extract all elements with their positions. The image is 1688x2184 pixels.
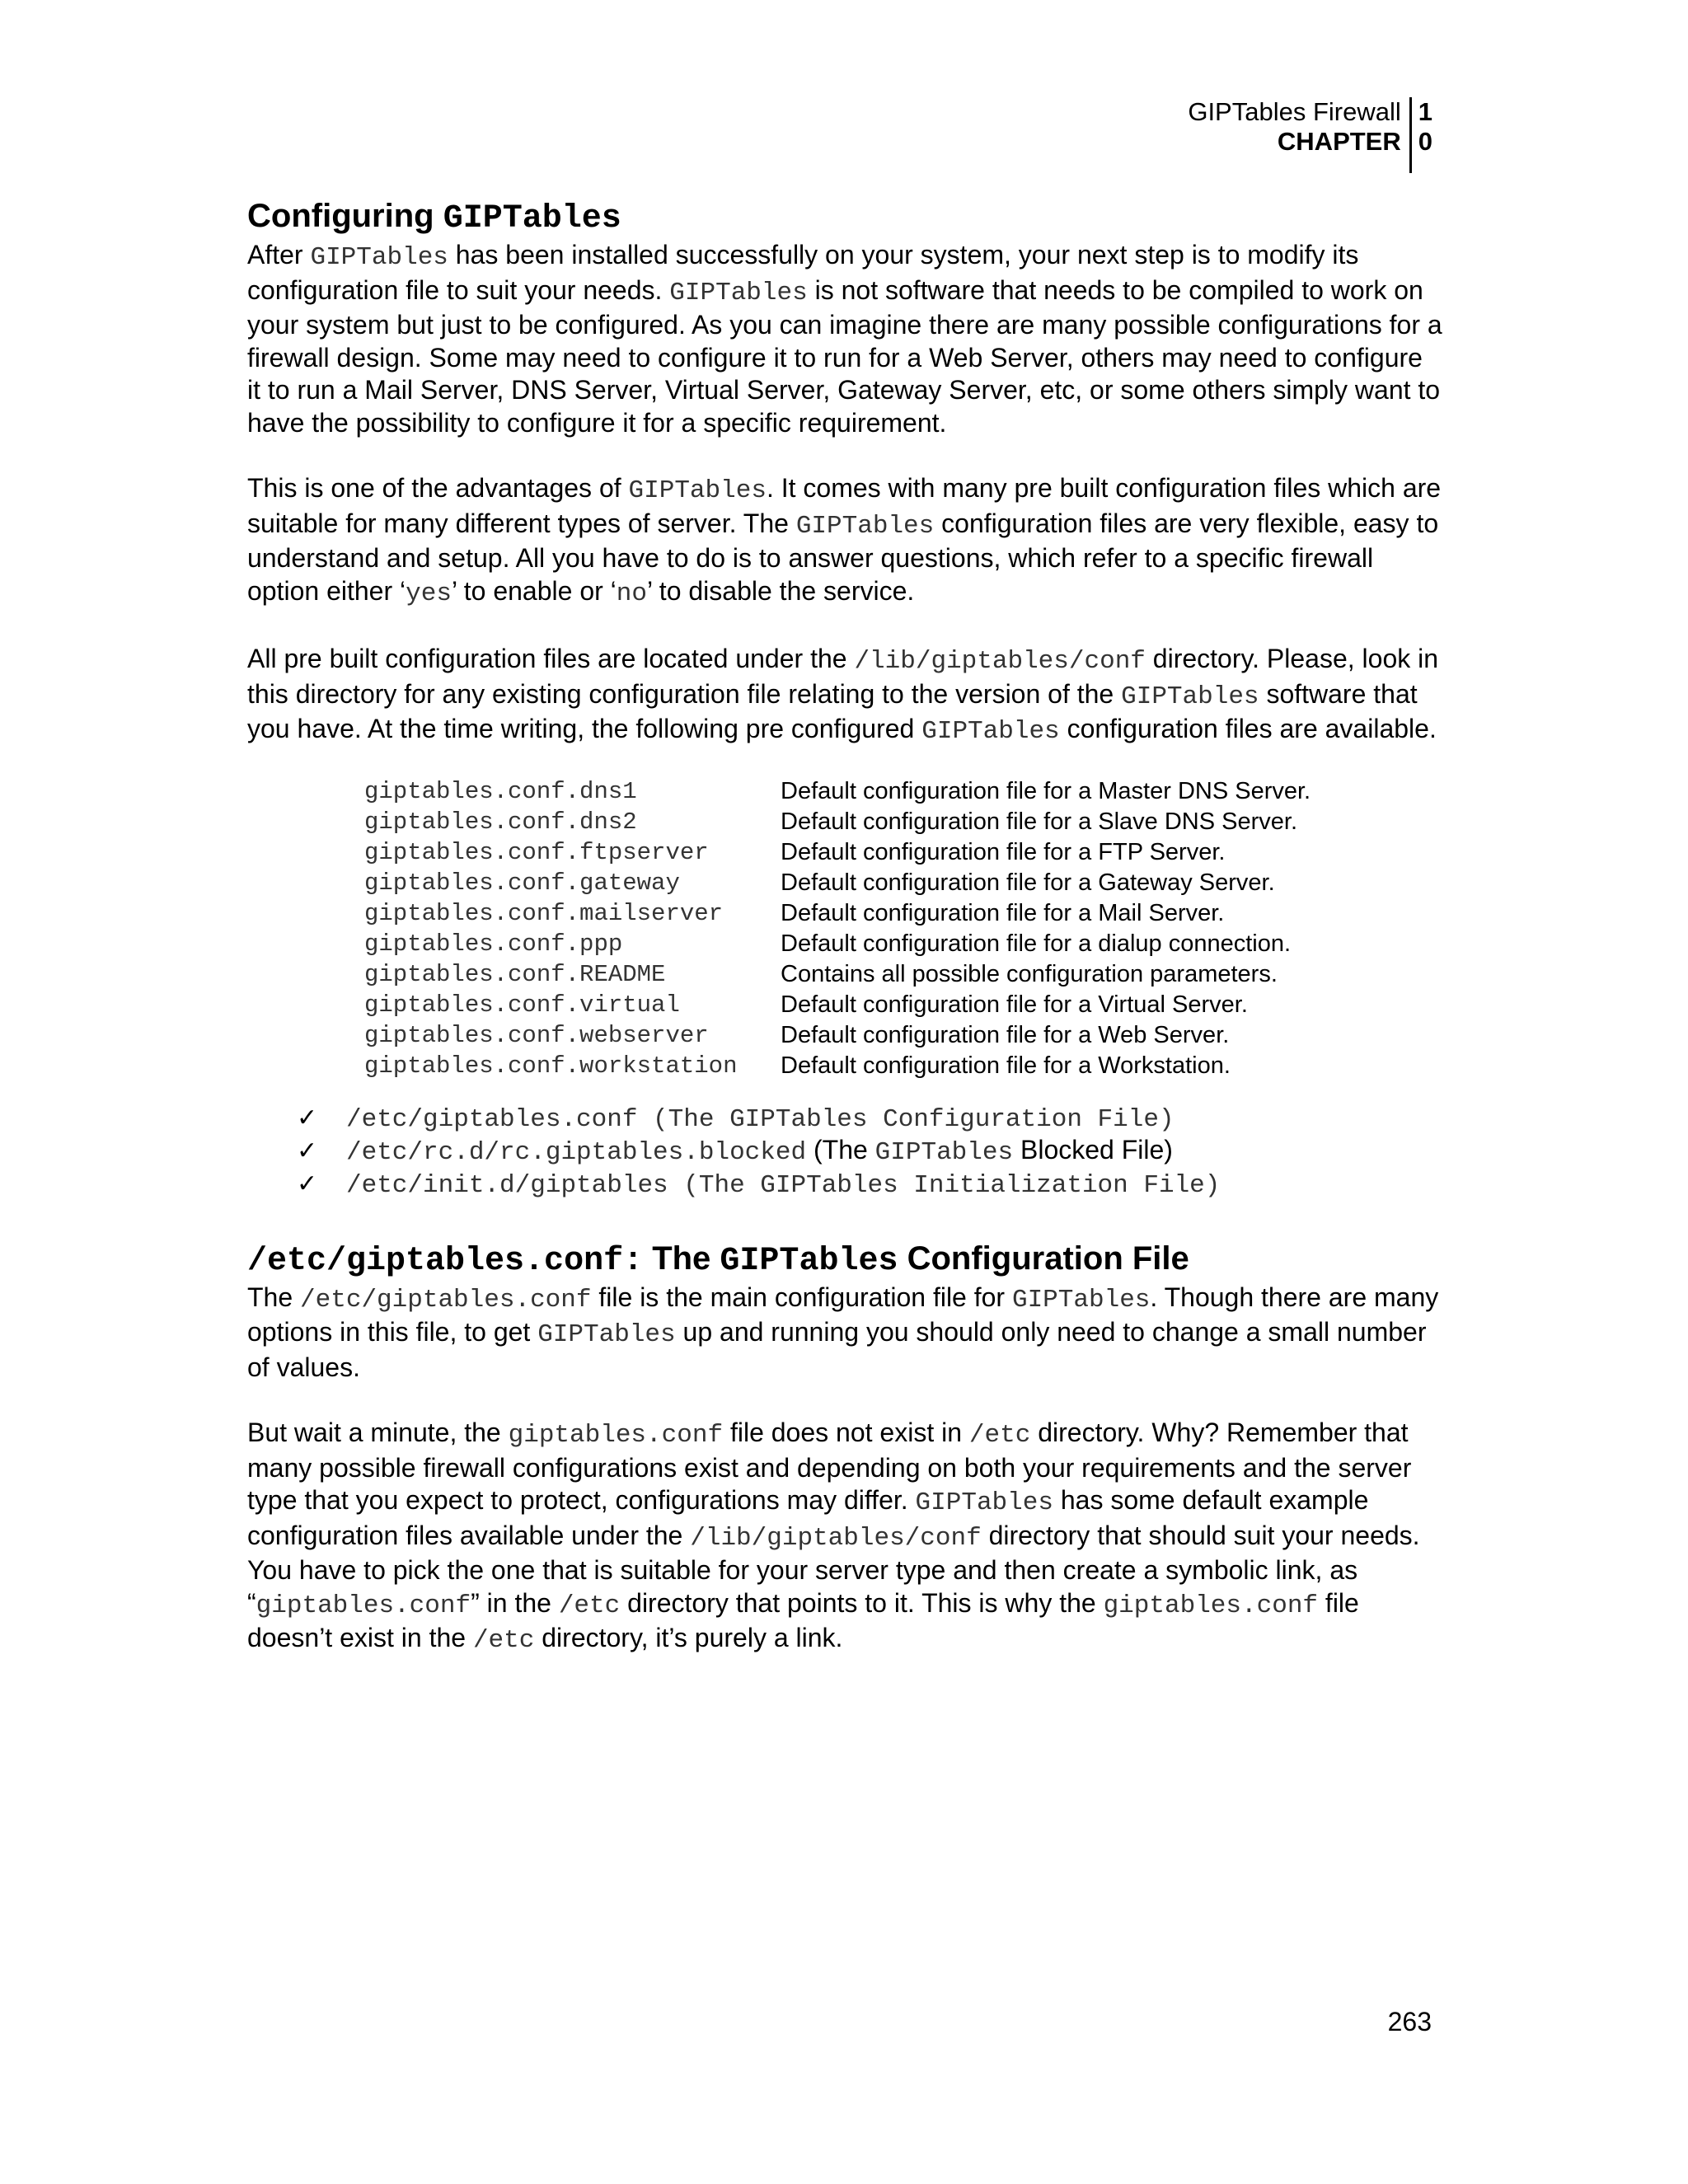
checklist-item bbox=[297, 1102, 1442, 1135]
text-run: This is one of the advantages of bbox=[247, 473, 629, 503]
text-run: All pre built configuration files are located under the bbox=[247, 644, 855, 673]
text-run: file is the main configuration file for bbox=[591, 1282, 1012, 1312]
text-run: ” in the bbox=[471, 1587, 559, 1618]
config-file-name: giptables.conf.dns1 bbox=[364, 777, 637, 805]
config-file-name: giptables.conf.gateway bbox=[364, 869, 680, 897]
checkmark-icon: ✓ bbox=[297, 1170, 318, 1197]
config-file-description: Default configuration file for a Virtual Server. bbox=[781, 991, 1248, 1018]
text-run: up and running you should only need to change a small number of values. bbox=[247, 1317, 1427, 1382]
config-file-row bbox=[364, 837, 1442, 868]
config-file-description: Contains all possible configuration parameters. bbox=[781, 960, 1278, 987]
text-run: configuration files are very flexible, easy to understand and setup. All you have to do is to answer questions, which refer to a specific firewall option either ‘ bbox=[247, 508, 1439, 606]
checklist-item-text bbox=[346, 1168, 1220, 1200]
paragraph bbox=[247, 1417, 1442, 1657]
inline-code: GIPTables bbox=[310, 243, 448, 272]
inline-code: GIPTables bbox=[915, 1488, 1053, 1517]
text-run: has been installed successfully on your system, your next step is to modify its configuration file to suit your needs. bbox=[247, 240, 1359, 305]
config-file-description: Default configuration file for a Web Server. bbox=[781, 1021, 1230, 1048]
checklist-item bbox=[297, 1135, 1442, 1168]
text-run: directory that points to it. This is why the bbox=[620, 1587, 1104, 1618]
inline-code: giptables.conf bbox=[256, 1591, 471, 1620]
checklist-item-text bbox=[346, 1102, 1175, 1134]
text-run: has some default example configuration files available under the bbox=[247, 1485, 1369, 1550]
config-file-description: Default configuration file for a Gateway Server. bbox=[781, 869, 1275, 896]
paragraph bbox=[247, 1282, 1442, 1385]
inline-code: GIPTables bbox=[628, 476, 767, 505]
config-file-row bbox=[364, 929, 1442, 959]
inline-code: GIPTables bbox=[921, 717, 1060, 746]
text-run: file doesn’t exist in the bbox=[247, 1587, 1359, 1652]
config-file-name: giptables.conf.webserver bbox=[364, 1021, 709, 1049]
config-file-name: giptables.conf.mailserver bbox=[364, 899, 724, 927]
inline-code: /etc/giptables.conf: bbox=[247, 1242, 644, 1280]
text-run: The bbox=[643, 1240, 720, 1277]
chapter-label: CHAPTER bbox=[1277, 127, 1401, 156]
inline-code: GIPTables bbox=[669, 278, 808, 307]
text-run: (The bbox=[806, 1135, 875, 1165]
inline-code: /etc/giptables.conf bbox=[300, 1285, 592, 1315]
config-file-name: giptables.conf.dns2 bbox=[364, 808, 637, 836]
config-file-name: giptables.conf.workstation bbox=[364, 1052, 738, 1080]
inline-code: GIPTables bbox=[795, 511, 935, 541]
text-run: software that you have. At the time writing, the following pre configured bbox=[247, 678, 1418, 743]
inline-code: /etc bbox=[472, 1626, 535, 1655]
inline-code: GIPTables bbox=[1011, 1285, 1151, 1315]
checkmark-icon: ✓ bbox=[297, 1104, 318, 1132]
inline-code: GIPTables bbox=[720, 1242, 898, 1280]
chapter-number bbox=[1409, 97, 1432, 173]
inline-code: /etc bbox=[968, 1421, 1031, 1450]
config-file-row bbox=[364, 776, 1442, 807]
section-heading-configuring bbox=[247, 196, 1442, 239]
config-file-name: giptables.conf.README bbox=[364, 960, 666, 988]
chapter-number-digit-1: 1 bbox=[1418, 97, 1432, 126]
config-file-row bbox=[364, 1051, 1442, 1081]
config-file-description: Default configuration file for a dialup connection. bbox=[781, 930, 1292, 957]
text-run: directory that should suit your needs. You have to pick the one that is suitable for your server type and then create a symbolic link, as “ bbox=[247, 1520, 1420, 1618]
checklist-item-text bbox=[346, 1135, 1173, 1167]
config-file-name: giptables.conf.ppp bbox=[364, 930, 623, 958]
inline-code: giptables.conf bbox=[508, 1421, 724, 1450]
config-file-description: Default configuration file for a Workstation. bbox=[781, 1052, 1231, 1079]
config-file-description: Default configuration file for a FTP Server. bbox=[781, 838, 1226, 865]
text-run: directory, it’s purely a link. bbox=[534, 1623, 843, 1652]
config-file-description: Default configuration file for a Mail Server. bbox=[781, 899, 1225, 926]
heading-text: Configuring bbox=[247, 198, 443, 234]
inline-code: /lib/giptables/conf bbox=[854, 647, 1146, 676]
running-header bbox=[1188, 97, 1432, 173]
page-number: 263 bbox=[1387, 2007, 1432, 2036]
text-run: directory. Why? Remember that many possible firewall configurations exist and depending on both your requirements and the server type that you expect to protect, configurations may differ. bbox=[247, 1418, 1412, 1515]
text-run: After bbox=[247, 240, 311, 269]
text-run: configuration files are available. bbox=[1059, 714, 1437, 743]
text-run: file does not exist in bbox=[723, 1418, 969, 1447]
text-run: But wait a minute, the bbox=[247, 1418, 509, 1447]
config-file-row bbox=[364, 807, 1442, 837]
text-run: . Though there are many options in this file, to get bbox=[247, 1282, 1439, 1347]
text-run: Configuration File bbox=[898, 1240, 1189, 1277]
inline-code: GIPTables bbox=[537, 1320, 676, 1349]
text-run: ’ to enable or ‘ bbox=[451, 575, 617, 606]
inline-code: /etc/rc.d/rc.giptables.blocked bbox=[346, 1138, 807, 1167]
section-heading-giptables-conf bbox=[247, 1239, 1442, 1282]
config-files-table bbox=[364, 776, 1442, 1081]
inline-code: yes bbox=[406, 579, 452, 608]
config-file-description: Default configuration file for a Master DNS Server. bbox=[781, 777, 1311, 804]
running-header-title-block bbox=[1188, 97, 1409, 173]
text-run: Blocked File) bbox=[1013, 1135, 1173, 1165]
inline-code: /etc/init.d/giptables (The GIPTables Initialization File) bbox=[346, 1171, 1221, 1200]
config-file-row bbox=[364, 959, 1442, 990]
paragraph bbox=[247, 472, 1442, 610]
text-run: directory. Please, look in this directory for any existing configuration file relating to the version of the bbox=[247, 644, 1439, 709]
main-content bbox=[247, 196, 1442, 1690]
inline-code: /lib/giptables/conf bbox=[690, 1523, 982, 1553]
text-run: ’ to disable the service. bbox=[646, 575, 915, 606]
inline-code: GIPTables bbox=[1121, 682, 1259, 711]
text-run: . It comes with many pre built configuration files which are suitable for many different types of server. The bbox=[247, 473, 1442, 538]
text-run: The bbox=[247, 1282, 301, 1312]
config-file-name: giptables.conf.virtual bbox=[364, 991, 680, 1019]
checkmark-icon: ✓ bbox=[297, 1137, 318, 1165]
file-checklist bbox=[297, 1102, 1442, 1201]
config-file-name: giptables.conf.ftpserver bbox=[364, 838, 709, 866]
config-file-row bbox=[364, 898, 1442, 929]
inline-code: giptables.conf bbox=[1103, 1591, 1319, 1620]
running-title: GIPTables Firewall bbox=[1188, 97, 1401, 126]
paragraph bbox=[247, 239, 1442, 439]
checklist-item bbox=[297, 1168, 1442, 1201]
paragraph bbox=[247, 643, 1442, 748]
inline-code: /etc bbox=[558, 1591, 621, 1620]
inline-code: no bbox=[616, 579, 647, 608]
config-file-row bbox=[364, 1020, 1442, 1051]
chapter-number-digit-2: 0 bbox=[1418, 127, 1432, 156]
text-run: is not software that needs to be compiled to work on your system but just to be configured. As you can imagine there are many possible configurations for a firewall design. Some may need to configure it to run for a Web Server, others may need to configure it to run a Mail Server, DNS Server, Virtual Server, Gateway Server, etc, or some others simply want to have the possibility to configure it for a specific requirement. bbox=[247, 274, 1442, 438]
config-file-row bbox=[364, 868, 1442, 898]
inline-code: GIPTables bbox=[874, 1138, 1014, 1167]
heading-code: GIPTables bbox=[443, 200, 621, 237]
config-file-row bbox=[364, 990, 1442, 1020]
inline-code: /etc/giptables.conf (The GIPTables Configuration File) bbox=[346, 1105, 1175, 1134]
config-file-description: Default configuration file for a Slave DNS Server. bbox=[781, 808, 1298, 835]
